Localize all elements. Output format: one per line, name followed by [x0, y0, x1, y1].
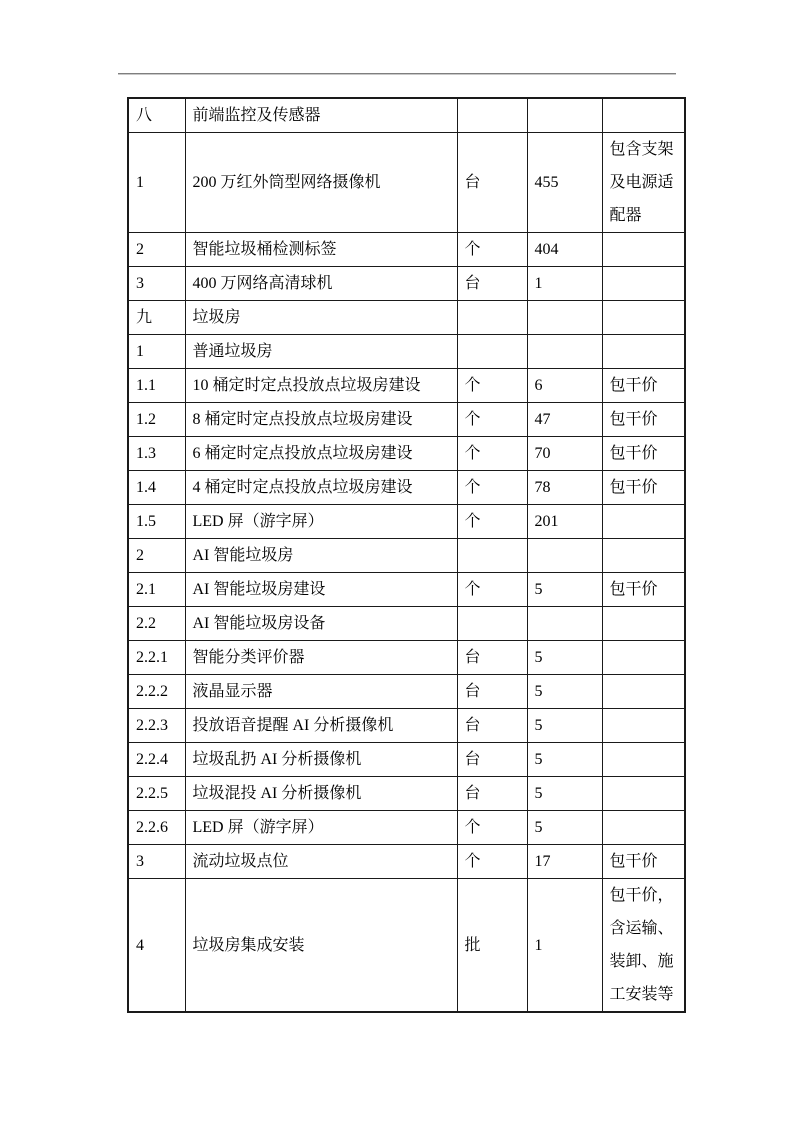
cell-qty: 5: [527, 743, 602, 777]
cell-name: LED 屏（游字屏）: [185, 811, 457, 845]
cell-unit: 个: [457, 403, 527, 437]
table-row: [128, 505, 685, 539]
table-row: [128, 845, 685, 879]
cell-remark: [602, 301, 685, 335]
cell-unit: [457, 98, 527, 133]
cell-qty: 5: [527, 709, 602, 743]
cell-name: 10 桶定时定点投放点垃圾房建设: [185, 369, 457, 403]
equipment-table: [127, 97, 686, 1013]
table-row: [128, 369, 685, 403]
cell-seq: 2.2.4: [128, 743, 185, 777]
cell-name: 普通垃圾房: [185, 335, 457, 369]
cell-unit: 个: [457, 471, 527, 505]
cell-unit: [457, 301, 527, 335]
cell-name: 垃圾乱扔 AI 分析摄像机: [185, 743, 457, 777]
cell-seq: 2.2.3: [128, 709, 185, 743]
cell-remark: 包干价: [602, 573, 685, 607]
cell-seq: 1.5: [128, 505, 185, 539]
cell-qty: [527, 539, 602, 573]
cell-unit: 批: [457, 879, 527, 1013]
cell-qty: 17: [527, 845, 602, 879]
cell-name: 智能分类评价器: [185, 641, 457, 675]
cell-unit: 个: [457, 369, 527, 403]
cell-unit: [457, 539, 527, 573]
cell-unit: 台: [457, 267, 527, 301]
cell-seq: 2: [128, 539, 185, 573]
cell-qty: 5: [527, 641, 602, 675]
cell-qty: 5: [527, 573, 602, 607]
cell-qty: 201: [527, 505, 602, 539]
cell-unit: 台: [457, 777, 527, 811]
cell-name: 400 万网络高清球机: [185, 267, 457, 301]
cell-qty: 5: [527, 675, 602, 709]
table-row: [128, 675, 685, 709]
cell-remark: [602, 505, 685, 539]
cell-qty: [527, 607, 602, 641]
cell-unit: 个: [457, 845, 527, 879]
table-row: [128, 471, 685, 505]
table-row: [128, 573, 685, 607]
cell-remark: [602, 675, 685, 709]
table-row: [128, 98, 685, 133]
cell-remark: [602, 777, 685, 811]
cell-seq: 3: [128, 845, 185, 879]
cell-unit: 个: [457, 233, 527, 267]
cell-unit: 台: [457, 709, 527, 743]
table-row: [128, 437, 685, 471]
table-row: [128, 777, 685, 811]
cell-qty: [527, 335, 602, 369]
cell-seq: 2.2.6: [128, 811, 185, 845]
cell-remark: 包干价，含运输、装卸、施工安装等: [602, 879, 685, 1013]
cell-remark: [602, 641, 685, 675]
cell-seq: 1.4: [128, 471, 185, 505]
cell-name: AI 智能垃圾房设备: [185, 607, 457, 641]
cell-qty: 78: [527, 471, 602, 505]
cell-name: 流动垃圾点位: [185, 845, 457, 879]
cell-remark: [602, 98, 685, 133]
cell-unit: [457, 607, 527, 641]
table-row: [128, 539, 685, 573]
cell-name: 200 万红外筒型网络摄像机: [185, 133, 457, 233]
equipment-table-body: [128, 98, 685, 1012]
cell-remark: [602, 607, 685, 641]
table-row: [128, 709, 685, 743]
cell-qty: 404: [527, 233, 602, 267]
cell-qty: [527, 98, 602, 133]
cell-name: 4 桶定时定点投放点垃圾房建设: [185, 471, 457, 505]
cell-name: 垃圾房集成安装: [185, 879, 457, 1013]
cell-remark: 包干价: [602, 437, 685, 471]
cell-name: 6 桶定时定点投放点垃圾房建设: [185, 437, 457, 471]
cell-name: 8 桶定时定点投放点垃圾房建设: [185, 403, 457, 437]
cell-name: AI 智能垃圾房建设: [185, 573, 457, 607]
table-row: [128, 133, 685, 233]
cell-remark: [602, 233, 685, 267]
cell-unit: 台: [457, 641, 527, 675]
cell-qty: 5: [527, 811, 602, 845]
cell-unit: 个: [457, 573, 527, 607]
table-row: [128, 641, 685, 675]
cell-seq: 2.1: [128, 573, 185, 607]
cell-seq: 1: [128, 335, 185, 369]
cell-unit: 台: [457, 133, 527, 233]
table-row: [128, 233, 685, 267]
cell-qty: 47: [527, 403, 602, 437]
table-row: [128, 743, 685, 777]
cell-qty: 6: [527, 369, 602, 403]
cell-remark: 包干价: [602, 369, 685, 403]
cell-qty: 1: [527, 267, 602, 301]
cell-name: 投放语音提醒 AI 分析摄像机: [185, 709, 457, 743]
cell-seq: 3: [128, 267, 185, 301]
cell-unit: [457, 335, 527, 369]
table-row: [128, 403, 685, 437]
cell-qty: 1: [527, 879, 602, 1013]
cell-seq: 1.3: [128, 437, 185, 471]
cell-seq: 1.2: [128, 403, 185, 437]
cell-seq: 2.2.5: [128, 777, 185, 811]
cell-name: 垃圾房: [185, 301, 457, 335]
cell-name: 智能垃圾桶检测标签: [185, 233, 457, 267]
cell-qty: 5: [527, 777, 602, 811]
cell-qty: [527, 301, 602, 335]
cell-remark: [602, 335, 685, 369]
cell-remark: 包干价: [602, 471, 685, 505]
cell-seq: 1.1: [128, 369, 185, 403]
table-row: [128, 267, 685, 301]
cell-unit: 台: [457, 675, 527, 709]
cell-name: 前端监控及传感器: [185, 98, 457, 133]
cell-remark: 包干价: [602, 403, 685, 437]
table-row: [128, 811, 685, 845]
cell-unit: 个: [457, 811, 527, 845]
cell-name: 液晶显示器: [185, 675, 457, 709]
cell-remark: [602, 811, 685, 845]
cell-remark: [602, 743, 685, 777]
cell-seq: 九: [128, 301, 185, 335]
cell-seq: 八: [128, 98, 185, 133]
cell-unit: 台: [457, 743, 527, 777]
table-row: [128, 607, 685, 641]
cell-seq: 2.2.2: [128, 675, 185, 709]
cell-qty: 455: [527, 133, 602, 233]
cell-seq: 2: [128, 233, 185, 267]
table-row: [128, 335, 685, 369]
cell-remark: [602, 709, 685, 743]
cell-seq: 2.2.1: [128, 641, 185, 675]
cell-unit: 个: [457, 437, 527, 471]
cell-unit: 个: [457, 505, 527, 539]
cell-remark: 包含支架及电源适配器: [602, 133, 685, 233]
cell-name: LED 屏（游字屏）: [185, 505, 457, 539]
cell-seq: 1: [128, 133, 185, 233]
cell-qty: 70: [527, 437, 602, 471]
table-row: [128, 879, 685, 1013]
page-header-rule: [118, 73, 676, 75]
cell-remark: [602, 267, 685, 301]
cell-seq: 2.2: [128, 607, 185, 641]
cell-name: AI 智能垃圾房: [185, 539, 457, 573]
table-row: [128, 301, 685, 335]
cell-name: 垃圾混投 AI 分析摄像机: [185, 777, 457, 811]
cell-remark: [602, 539, 685, 573]
cell-seq: 4: [128, 879, 185, 1013]
cell-remark: 包干价: [602, 845, 685, 879]
